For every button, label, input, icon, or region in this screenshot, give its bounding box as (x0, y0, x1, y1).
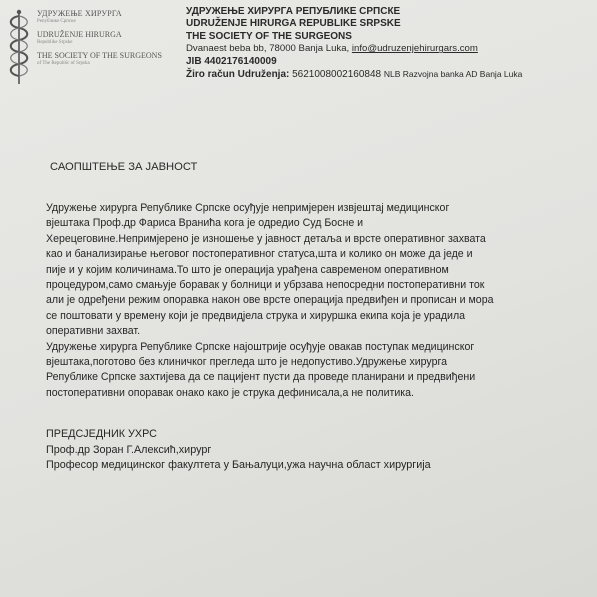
letterhead-name-english: THE SOCIETY OF THE SURGEONS (186, 30, 352, 42)
body-line: постоперативни опоравак онако како је струка дефинисала,а не политика. (46, 386, 414, 399)
email-link[interactable]: info@udruzenjehirurgars.com (351, 43, 478, 55)
body-line: вјештака Проф.др Фариса Вранића кога је одредио Суд Босне и (46, 217, 364, 230)
logo-subtext-latin: Republike Srpske (37, 40, 73, 45)
body-line: вјештака,поготово без клиничког прегледа што је недопустиво.Удружење хирурга (46, 356, 448, 369)
bank-name: NLB Razvojna banka AD Banja Luka (383, 69, 523, 80)
society-logo (4, 8, 174, 88)
logo-text-english: THE SOCIETY OF THE SURGEONS (37, 51, 162, 60)
body-line: процедуром,само смањује боравак у болници и убрзава непосредни постоперативни ток (46, 279, 485, 292)
caduceus-icon (4, 8, 34, 86)
logo-subtext-cyrillic: Републике Српске (37, 19, 76, 24)
bank-label: Žiro račun Udruženja: (186, 69, 293, 81)
letterhead-name-latin: UDRUŽENJE HIRURGA REPUBLIKE SRPSKE (186, 18, 401, 30)
address: Dvanaest beba bb, 78000 Banja Luka, (186, 43, 352, 55)
letterhead-bank-line (186, 68, 591, 81)
signature-name: Проф.др Зоран Г.Алексић,хирург (46, 443, 212, 456)
logo-subtext-english: of The Republic of Srpska (37, 61, 90, 66)
letterhead-jib: JIB 4402176140009 (186, 55, 277, 67)
logo-text-cyrillic: УДРУЖЕЊЕ ХИРУРГА (37, 9, 122, 18)
body-line: Удружење хирурга Републике Српске најоштрије осуђује овакав поступак медицинског (46, 340, 475, 353)
letterhead (186, 6, 591, 81)
statement-body (46, 201, 576, 401)
bank-number: 5621008002160848 (292, 69, 384, 81)
body-line: као и банализирање његовог постоперативног статуса,шта и колико он може да једе и (46, 248, 473, 261)
body-line: Удружење хирурга Републике Српске осуђује непримјерен извјештај медицинског (46, 202, 450, 214)
signature-role: ПРЕДСЈЕДНИК УХРС (46, 428, 157, 440)
signature-position: Професор медицинског факултета у Бањалуци,ужа научна област хирургија (46, 459, 431, 472)
body-line: али је одређени режим опоравка након ове врсте операција предвиђен и прописан и мора (46, 294, 494, 307)
body-line: Херецеговине.Непримјерено је изношење у јавност детаља и врсте оперативног захвата (46, 232, 486, 245)
signature-block (46, 427, 431, 474)
body-line: пије и у којим количинама.То што је операција урађена савременом оперативном (46, 263, 449, 276)
body-line: Републике Српске захтијева да се пацијент пусти да проведе планирани и предвиђени (46, 371, 476, 384)
document-title: САОПШТЕЊЕ ЗА ЈАВНОСТ (50, 161, 198, 173)
letterhead-address-line (186, 43, 591, 55)
logo-text-latin: UDRUŽENJE HIRURGA (37, 30, 122, 39)
body-line: се поштовати у времену који је предвидјела струка и хируршка екипа која је урадила (46, 309, 466, 322)
letterhead-name-cyrillic: УДРУЖЕЊЕ ХИРУРГА РЕПУБЛИКЕ СРПСКЕ (186, 6, 401, 17)
body-line: оперативни захват. (46, 325, 141, 338)
